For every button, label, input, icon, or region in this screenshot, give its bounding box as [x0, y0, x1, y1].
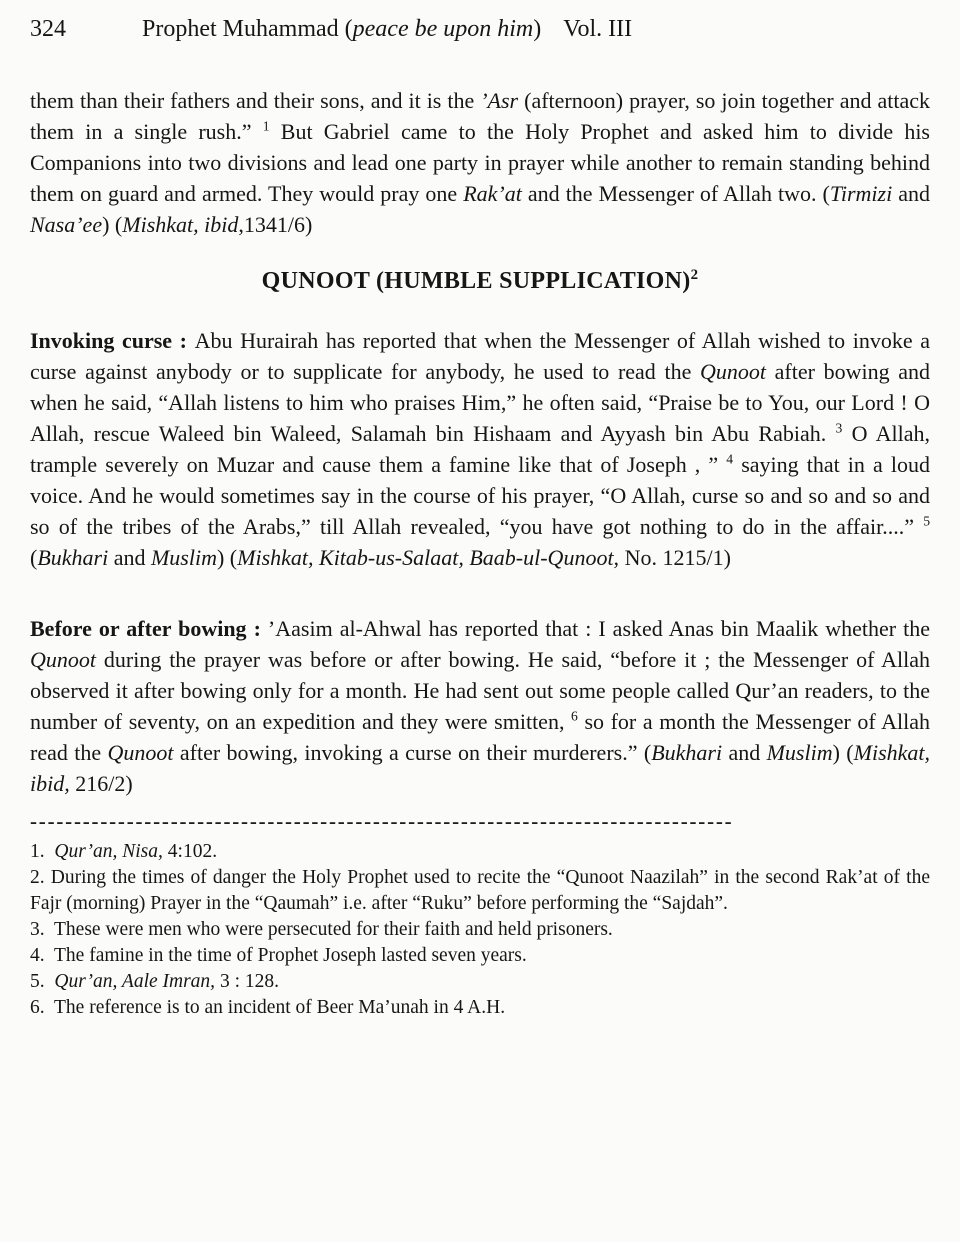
footnote-ref-1: 1	[262, 118, 270, 134]
page-header	[30, 16, 930, 43]
footnote-ref-6: 6	[571, 708, 578, 724]
footnote-6	[30, 995, 930, 1021]
text-run: ) (	[216, 545, 238, 570]
text-run: 6. The reference is to an incident of Beer Ma’unah in 4 A.H.	[30, 997, 506, 1018]
text-run: ’Aasim al-Ahwal has reported that : I asked Anas bin Maalik whether the	[267, 616, 930, 641]
paragraph-lead-bold: Before or after bowing :	[30, 616, 268, 641]
footnote-3	[30, 917, 930, 943]
italic-run: ’Asr	[480, 88, 519, 113]
footnotes-block	[30, 839, 935, 1021]
section-heading	[30, 268, 930, 295]
text-run: Abu Hurairah has reported that when the Messenger of Allah wished to invoke a curse against anybody or to supplicate for anybody, he used to read the	[30, 328, 930, 384]
italic-run: Mishkat, ibid,	[30, 740, 931, 796]
italic-run: Muslim	[766, 740, 833, 765]
running-title-suffix: )	[533, 16, 542, 42]
paragraph-asr-prayer	[30, 85, 930, 240]
italic-run: Mishkat, ibid	[122, 212, 239, 237]
text-run: and	[892, 181, 930, 206]
footnote-ref-3: 3	[835, 420, 843, 436]
italic-run: Qunoot	[107, 740, 174, 765]
footnote-5	[30, 969, 930, 995]
text-run: and	[108, 545, 151, 570]
text-run: No. 1215/1)	[619, 545, 731, 570]
italic-run: Qur’an, Nisa,	[54, 841, 163, 862]
text-run: saying that in a loud voice. And he would sometimes say in the course of his prayer, “O Allah, curse so and so and so and so of the tribes of the Arabs,” till Allah revealed, “you have got nothing to do in the affair....”	[30, 452, 930, 539]
text-run: after bowing and when he said, “Allah listens to him who praises Him,” he often said, “Praise be to You, our Lord ! O Allah, rescue Waleed bin Waleed, Salamah bin Hishaam and Ayyash bin Abu Rabiah.	[30, 359, 930, 446]
text-run: ) (	[832, 740, 854, 765]
text-run: 216/2)	[69, 771, 133, 796]
italic-run: Rak’at	[463, 181, 522, 206]
text-run: so for a month the Messenger of Allah read the	[30, 709, 930, 765]
text-run: 3 : 128.	[215, 971, 279, 992]
text-run: 5.	[30, 971, 55, 992]
text-run: O Allah, trample severely on Muzar and cause them a famine like that of Joseph , ”	[30, 421, 930, 477]
italic-run: Mishkat, Kitab-us-Salaat, Baab-ul-Qunoot,	[237, 545, 620, 570]
section-heading-text: QUNOOT (HUMBLE SUPPLICATION)	[261, 268, 691, 294]
paragraph-before-or-after-bowing	[30, 613, 930, 799]
text-run: during the prayer was before or after bowing. He said, “before it ; the Messenger of Allah observed it after bowing only for a month. He had sent out some people called Qur’an readers, to the number of seventy, on an expedition and they were smitten,	[30, 647, 930, 734]
text-run: after bowing, invoking a curse on their murderers.” (	[173, 740, 652, 765]
text-run: ) (	[102, 212, 123, 237]
footnote-4	[30, 943, 930, 969]
footnote-2	[30, 865, 935, 917]
text-run: (	[30, 545, 38, 570]
italic-run: Muslim	[150, 545, 217, 570]
text-run: 4. The famine in the time of Prophet Joseph lasted seven years.	[30, 945, 527, 966]
text-run: and	[722, 740, 767, 765]
italic-run: Qunoot	[699, 359, 766, 384]
volume-label: Vol. III	[563, 16, 633, 42]
text-run: 3. These were men who were persecuted for their faith and held prisoners.	[30, 919, 613, 940]
page-number: 324	[30, 16, 66, 42]
text-run: them than their fathers and their sons, and it is the	[30, 88, 481, 113]
paragraph-lead-bold: Invoking curse :	[30, 328, 195, 353]
paragraph-invoking-curse	[30, 325, 930, 573]
italic-run: Qunoot	[30, 647, 96, 672]
italic-run: Bukhari	[651, 740, 723, 765]
running-title-italic: peace be upon him	[352, 16, 534, 42]
text-run: 4:102.	[162, 841, 218, 862]
italic-run: Nasa’ee	[30, 212, 103, 237]
text-run: and the Messenger of Allah two. (	[521, 181, 830, 206]
running-title-prefix: Prophet Muhammad (	[142, 16, 353, 42]
footnote-ref-4: 4	[726, 451, 734, 467]
text-run: ,1341/6)	[238, 212, 313, 237]
text-run: But Gabriel came to the Holy Prophet and asked him to divide his Companions into two divisions and lead one party in prayer while another to remain standing behind them on guard and armed. They would pray one	[30, 119, 930, 206]
running-title	[142, 16, 541, 43]
italic-run: Tirmizi	[829, 181, 893, 206]
italic-run: Qur’an, Aale Imran,	[54, 971, 216, 992]
text-run: 1.	[30, 841, 55, 862]
footnote-separator: --------------------------------------------------------------------------------	[30, 809, 734, 833]
text-run: 2. During the times of danger the Holy Prophet used to recite the “Qunoot Naazilah” in the second Rak’at of the Fajr (morning) Prayer in the “Qaumah” i.e. after “Ruku” before performing the “Sajdah”.	[30, 867, 935, 914]
footnote-ref-2: 2	[690, 267, 699, 283]
italic-run: Bukhari	[37, 545, 109, 570]
footnote-ref-5: 5	[923, 513, 930, 529]
footnote-1	[30, 839, 930, 865]
text-run: (afternoon) prayer, so join together and attack them in a single rush.”	[30, 88, 930, 144]
